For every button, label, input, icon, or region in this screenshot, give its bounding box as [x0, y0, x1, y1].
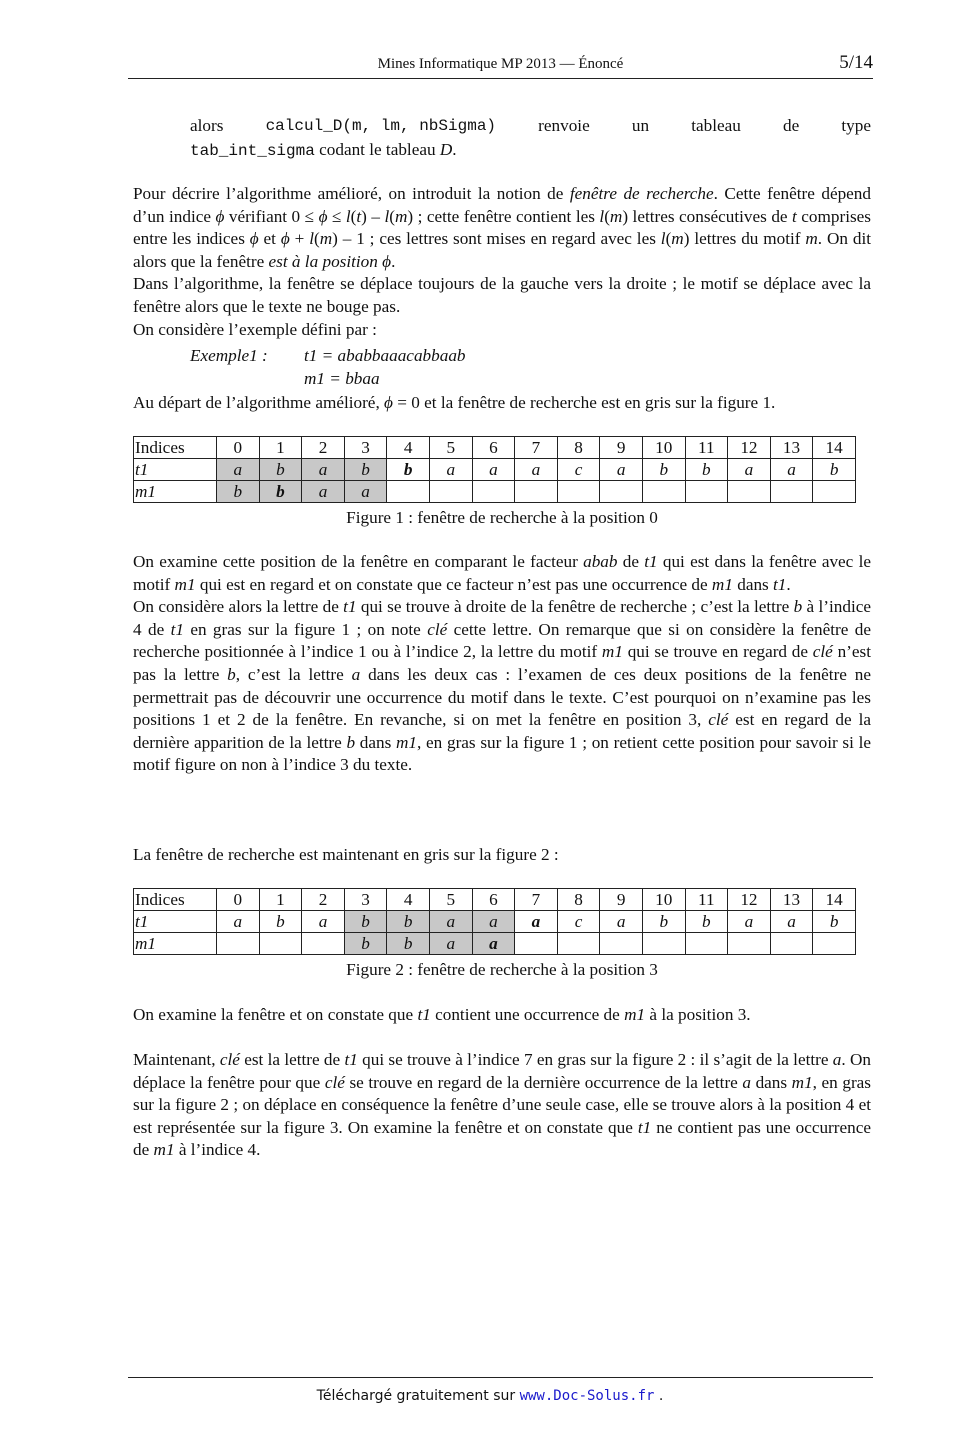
text: alors — [190, 116, 224, 135]
table-cell: 6 — [472, 437, 515, 459]
figure-2-caption: Figure 2 : fenêtre de recherche à la position 3 — [346, 960, 658, 979]
table-cell: 3 — [344, 889, 387, 911]
table-cell: c — [557, 459, 600, 481]
example-block — [190, 345, 466, 390]
table-cell — [302, 933, 345, 955]
paragraph-figure2-intro: La fenêtre de recherche est maintenant en gris sur la figure 2 : — [133, 845, 559, 864]
table-cell — [770, 481, 813, 503]
table-cell: b — [685, 911, 728, 933]
paragraph-depart: Au départ de l’algorithme amélioré, ϕ = 0 et la fenêtre de recherche est en gris sur la figure 1. — [133, 393, 776, 412]
table-cell — [600, 481, 643, 503]
table-cell: a — [600, 459, 643, 481]
table-cell: b — [387, 933, 430, 955]
row-label: t1 — [134, 459, 217, 481]
table-row — [134, 459, 856, 481]
table-cell: 4 — [387, 889, 430, 911]
table-cell: a — [472, 933, 515, 955]
paragraph-exemple-intro: On considère l’exemple défini par : — [133, 319, 377, 339]
table-cell: b — [685, 459, 728, 481]
table-cell: 11 — [685, 437, 728, 459]
table-cell: 8 — [557, 437, 600, 459]
table-cell: b — [344, 911, 387, 933]
table-row — [134, 437, 856, 459]
table-cell: 3 — [344, 437, 387, 459]
text: type — [841, 116, 871, 135]
table-cell — [557, 933, 600, 955]
table-cell: a — [600, 911, 643, 933]
table-cell: 11 — [685, 889, 728, 911]
table-cell: b — [344, 933, 387, 955]
text: . — [452, 140, 457, 159]
row-label: m1 — [134, 933, 217, 955]
table-cell: b — [259, 481, 302, 503]
figure-1-table — [133, 436, 856, 503]
table-cell: b — [387, 911, 430, 933]
text: tableau — [691, 116, 741, 135]
table-cell: 13 — [770, 437, 813, 459]
table-cell: a — [302, 911, 345, 933]
table-cell: 14 — [813, 889, 856, 911]
table-cell: b — [217, 481, 260, 503]
table-cell — [259, 933, 302, 955]
figure-2-table — [133, 888, 856, 955]
table-row — [134, 911, 856, 933]
example-t1: t1 = ababbaaacabbaab — [304, 346, 466, 365]
table-cell: 10 — [642, 437, 685, 459]
table-cell: b — [813, 459, 856, 481]
table-cell — [813, 481, 856, 503]
table-cell — [685, 933, 728, 955]
table-cell: a — [770, 459, 813, 481]
table-cell: a — [302, 481, 345, 503]
table-cell — [685, 481, 728, 503]
table-cell — [813, 933, 856, 955]
table-cell: a — [728, 459, 771, 481]
table-cell — [387, 481, 430, 503]
table-cell: 12 — [728, 889, 771, 911]
text: codant le tableau — [314, 140, 440, 159]
table-cell: b — [813, 911, 856, 933]
table-cell: 5 — [429, 437, 472, 459]
table-cell: b — [387, 459, 430, 481]
footer-link[interactable]: www.Doc-Solus.fr — [519, 1388, 655, 1404]
table-cell: 8 — [557, 889, 600, 911]
row-label: Indices — [134, 889, 217, 911]
table-cell — [515, 481, 558, 503]
table-cell: 14 — [813, 437, 856, 459]
header-title: Mines Informatique MP 2013 — Énoncé — [377, 56, 624, 72]
text: renvoie — [538, 116, 590, 135]
footer-text: Téléchargé gratuitement sur — [316, 1388, 520, 1404]
table-cell: b — [642, 459, 685, 481]
table-cell: 9 — [600, 437, 643, 459]
table-cell: a — [217, 459, 260, 481]
table-row — [134, 889, 856, 911]
table-cell: a — [770, 911, 813, 933]
page-footer — [0, 1388, 980, 1404]
example-label: Exemple1 : — [190, 346, 268, 365]
alors-block — [190, 114, 871, 163]
figure-1-caption: Figure 1 : fenêtre de recherche à la position 0 — [346, 508, 658, 527]
footer-end: . — [654, 1388, 664, 1404]
paragraph-fenetre: Pour décrire l’algorithme amélioré, on introduit la notion de fenêtre de recherche. Cette fenêtre dépend d’un indice ϕ vérifiant 0 ≤ ϕ ≤ l(t) – l(m) ; cette fenêtre contient les l(m) lettres consécutives de t comprises entre les indices ϕ et ϕ + l(m) – 1 ; ces lettres sont mises en regard avec les l(m) lettres du motif m. On dit alors que la fenêtre est à la position ϕ. Dans l’algorithme, la fenêtre se déplace toujours de la gauche vers la droite ; le motif se déplace avec la fenêtre alors que le texte ne bouge pas. On considère l’exemple défini par : — [133, 183, 871, 341]
row-label: Indices — [134, 437, 217, 459]
table-cell: a — [217, 911, 260, 933]
table-cell — [217, 933, 260, 955]
table-cell: b — [642, 911, 685, 933]
table-cell — [429, 481, 472, 503]
table-cell — [515, 933, 558, 955]
table-cell: a — [515, 459, 558, 481]
table-row — [134, 481, 856, 503]
table-cell — [642, 481, 685, 503]
table-cell: 0 — [217, 437, 260, 459]
paragraph-occurrence: On examine la fenêtre et on constate que t1 contient une occurrence de m1 à la position 3. — [133, 1005, 751, 1024]
table-cell: 9 — [600, 889, 643, 911]
table-cell: 12 — [728, 437, 771, 459]
table-cell: b — [344, 459, 387, 481]
row-label: m1 — [134, 481, 217, 503]
paragraph-examen: On examine cette position de la fenêtre en comparant le facteur abab de t1 qui est dans la fenêtre avec le motif m1 qui est en regard et on constate que ce facteur n’est pas une occurrence de m1 dans t1. On considère alors la lettre de t1 qui se trouve à droite de la fenêtre de recherche ; c’est la lettre b à l’indice 4 de t1 en gras sur la figure 1 ; on note clé cette lettre. On remarque que si on considère la fenêtre de recherche positionnée à l’indice 1 ou à l’indice 2, la lettre du motif m1 qui se trouve en regard de clé n’est pas la lettre b, c’est la lettre a dans les deux cas : l’examen de ces deux positions de la fenêtre ne permettrait pas de découvrir une occurrence du motif dans le texte. C’est pourquoi on n’examine pas les positions 1 et 2 de la fenêtre. En revanche, si on met la fenêtre en position 3, clé est en regard de la dernière apparition de la lettre b dans m1, en gras sur la figure 1 ; on retient cette position pour savoir si le motif figure on non à l’indice 3 du texte. — [133, 552, 871, 775]
table-cell: 2 — [302, 437, 345, 459]
table-cell: a — [344, 481, 387, 503]
table-cell: b — [259, 911, 302, 933]
table-cell: 1 — [259, 889, 302, 911]
table-cell: 7 — [515, 889, 558, 911]
table-cell: 13 — [770, 889, 813, 911]
text: de — [783, 116, 800, 135]
table-cell — [557, 481, 600, 503]
code-inline: calcul_D(m, lm, nbSigma) — [265, 117, 497, 135]
text: un — [631, 116, 650, 135]
page-number: 5/14 — [839, 52, 873, 73]
table-row — [134, 933, 856, 955]
paragraph-deplacement: Dans l’algorithme, la fenêtre se déplace toujours de la gauche vers la droite ; le motif se déplace avec la fenêtre alors que le texte ne bouge pas. — [133, 274, 871, 316]
table-cell — [728, 933, 771, 955]
table-cell — [642, 933, 685, 955]
table-cell: 0 — [217, 889, 260, 911]
math-D: D — [439, 140, 453, 159]
table-cell: 10 — [642, 889, 685, 911]
code-inline: tab_int_sigma — [190, 142, 315, 160]
table-cell: c — [557, 911, 600, 933]
paragraph-maintenant: Maintenant, clé est la lettre de t1 qui se trouve à l’indice 7 en gras sur la figure 2 : il s’agit de la lettre a. On déplace la fenêtre pour que clé se trouve en regard de la dernière occurrence de la lettre a dans m1, en gras sur la figure 2 ; on déplace en conséquence la fenêtre d’une seule case, elle se trouve alors à la position 4 et est représentée sur la figure 3. On examine la fenêtre et on constate que t1 ne contient pas une occurrence de m1 à l’indice 4. — [133, 1050, 871, 1160]
page-header — [128, 52, 873, 79]
table-cell: 7 — [515, 437, 558, 459]
table-cell: 6 — [472, 889, 515, 911]
table-cell: a — [429, 911, 472, 933]
table-cell: a — [472, 911, 515, 933]
example-m1: m1 = bbaa — [304, 368, 380, 388]
table-cell: a — [515, 911, 558, 933]
table-cell — [770, 933, 813, 955]
table-cell: a — [472, 459, 515, 481]
table-cell — [472, 481, 515, 503]
row-label: t1 — [134, 911, 217, 933]
table-cell: a — [728, 911, 771, 933]
table-cell: b — [259, 459, 302, 481]
table-cell: 4 — [387, 437, 430, 459]
table-cell — [728, 481, 771, 503]
table-cell: a — [429, 933, 472, 955]
table-cell: 5 — [429, 889, 472, 911]
table-cell — [600, 933, 643, 955]
table-cell: 1 — [259, 437, 302, 459]
table-cell: a — [429, 459, 472, 481]
footer-divider — [128, 1377, 873, 1378]
table-cell: a — [302, 459, 345, 481]
table-cell: 2 — [302, 889, 345, 911]
